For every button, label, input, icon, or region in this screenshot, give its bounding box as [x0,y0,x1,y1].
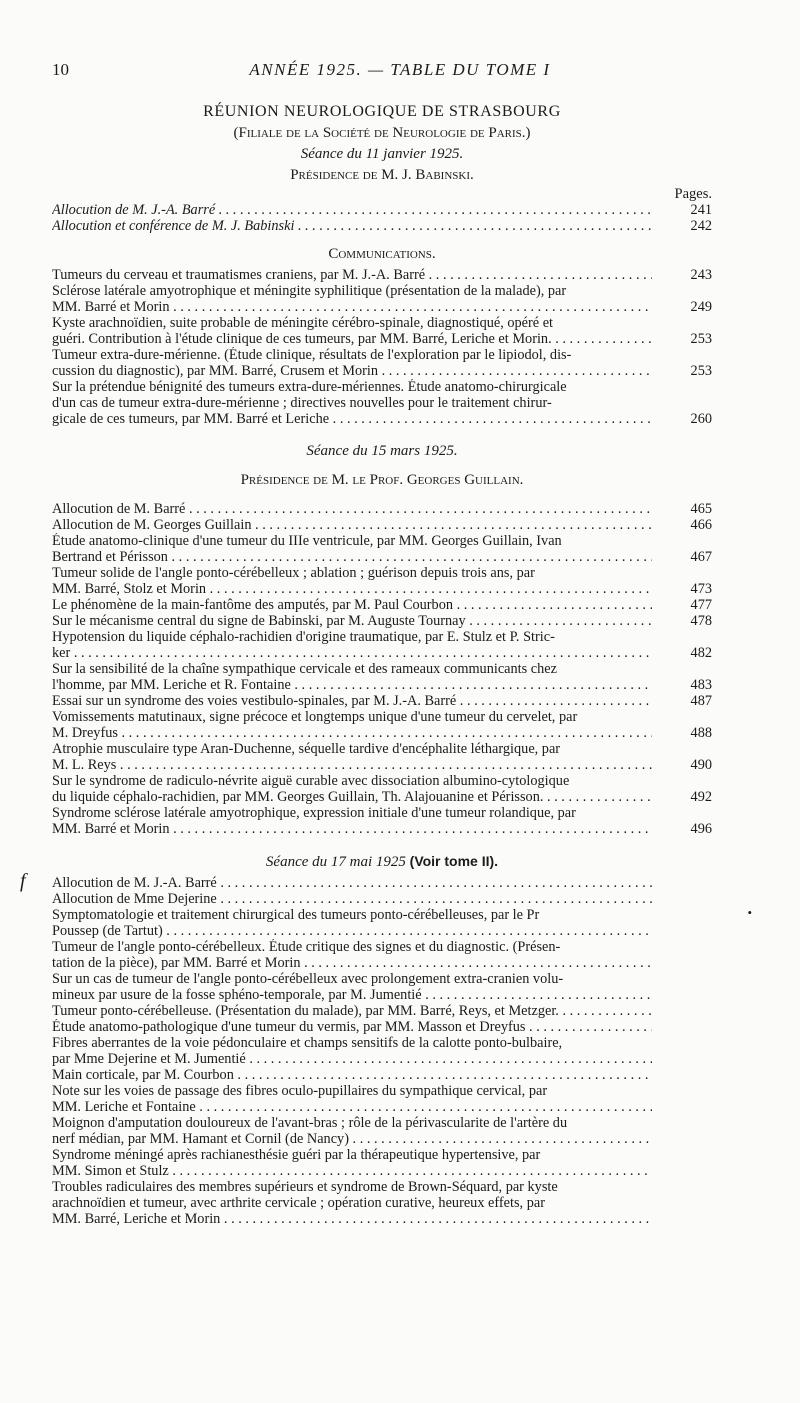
toc-entry-page: 260 [690,411,712,427]
toc-entry-text: Allocution de M. Barré . . . [52,501,652,517]
toc-entry-page: 496 [690,821,712,837]
toc-entry [52,891,712,907]
seance-2-entries [52,501,712,837]
seance-1-allocutions [52,202,712,234]
toc-entry-text: M. L. Reys . . . [52,757,652,773]
toc-entry-text: Sur la sensibilité de la chaîne sympathique cervicale et des rameaux communicants chez [52,661,557,677]
toc-entry-page: 241 [690,202,712,218]
meeting-subtitle: (Filiale de la Société de Neurologie de Paris.) [233,125,531,141]
toc-entry-page: 482 [690,645,712,661]
toc-entry-text: tation de la pièce), par MM. Barré et Morin . . . [52,955,652,971]
volume-note: (Voir tome II). [409,853,499,869]
running-title: ANNÉE 1925. — TABLE DU TOME I [249,60,551,79]
toc-entry [52,773,712,805]
toc-entry-text: du liquide céphalo-rachidien, par MM. Georges Guillain, Th. Alajouanine et Périsson. . . . [52,789,652,805]
toc-entry [52,1179,712,1227]
toc-entry-text: MM. Barré et Morin . . . [52,821,652,837]
toc-entry [52,517,712,533]
toc-entry-text: Note sur les voies de passage des fibres oculo-pupillaires du sympathique cervical, par [52,1083,548,1099]
toc-entry-text: ker . . . [52,645,652,661]
toc-entry-text: Hypotension du liquide céphalo-rachidien d'origine traumatique, par E. Stulz et P. Stric- [52,629,555,645]
communications-heading: Communications. [328,246,436,262]
toc-entry-text: l'homme, par MM. Leriche et R. Fontaine . . . [52,677,652,693]
toc-entry [52,565,712,597]
toc-entry-text: nerf médian, par MM. Hamant et Cornil (de Nancy) . . . [52,1131,652,1147]
toc-entry-text: Tumeur extra-dure-mérienne. (Étude clinique, résultats de l'exploration par le lipiodol, dis- [52,347,572,363]
toc-entry-page: 490 [690,757,712,773]
seance-1-presidence: Présidence de M. J. Babinski. [290,167,474,183]
toc-entry-text: Essai sur un syndrome des voies vestibulo-spinales, par M. J.-A. Barré . . . [52,693,652,709]
toc-entry-text: guéri. Contribution à l'étude clinique de ces tumeurs, par MM. Barré, Leriche et Morin. . . . [52,331,652,347]
toc-entry [52,875,712,891]
seance-1-date: Séance du 11 janvier 1925. [300,146,464,162]
toc-entry [52,1147,712,1179]
toc-entry-text: arachnoïdien et tumeur, avec arthrite cervicale ; opération curative, heureux effets, par [52,1195,545,1211]
toc-entry [52,202,712,218]
toc-entry-text: Étude anatomo-clinique d'une tumeur du IIIe ventricule, par MM. Georges Guillain, Ivan [52,533,562,549]
toc-entry-text: MM. Simon et Stulz . . . [52,1163,652,1179]
toc-entry-page: 492 [690,789,712,805]
toc-entry [52,501,712,517]
running-header [52,60,748,84]
toc-entry [52,533,712,565]
toc-entry-text: MM. Barré, Stolz et Morin . . . [52,581,652,597]
meeting-title: RÉUNION NEUROLOGIQUE DE STRASBOURG [203,103,561,120]
seance-3-entries [52,875,712,1227]
toc-entry-text: Tumeur ponto-cérébelleuse. (Présentation du malade), par MM. Barré, Reys, et Metzger. . . . [52,1003,652,1019]
toc-entry-text: Allocution de M. J.-A. Barré . . . [52,202,652,218]
handwritten-margin-mark: f [20,870,26,892]
toc-entry-text: Kyste arachnoïdien, suite probable de méningite cérébro-spinale, diagnostiqué, opéré et [52,315,554,331]
toc-entry-text: Étude anatomo-pathologique d'une tumeur du vermis, par MM. Masson et Dreyfus . . . [52,1019,652,1035]
pages-column-label: Pages. [674,186,712,202]
toc-entry [52,1067,712,1083]
toc-entry [52,1019,712,1035]
toc-entry-page: 465 [690,501,712,517]
toc-entry-page: 483 [690,677,712,693]
toc-entry-text: Syndrome sclérose latérale amyotrophique, expression initiale d'une tumeur rolandique, par [52,805,576,821]
toc-entry-text: Tumeur de l'angle ponto-cérébelleux. Étude critique des signes et du diagnostic. (Présen- [52,939,561,955]
toc-entry [52,939,712,971]
toc-entry-text: Main corticale, par M. Courbon . . . [52,1067,652,1083]
seance-3-date-text: Séance du 17 mai 1925 [265,854,406,870]
toc-entry [52,613,712,629]
toc-entry-page: 487 [690,693,712,709]
toc-entry [52,1003,712,1019]
toc-entry [52,315,712,347]
toc-entry-text: Sur un cas de tumeur de l'angle ponto-cérébelleux avec prolongement extra-cranien volu- [52,971,564,987]
toc-entry [52,1115,712,1147]
seance-1-communications [52,267,712,427]
toc-entry [52,597,712,613]
toc-entry [52,693,712,709]
toc-entry-text: Troubles radiculaires des membres supérieurs et syndrome de Brown-Séquard, par kyste [52,1179,558,1195]
toc-entry-text: Sur la prétendue bénignité des tumeurs extra-dure-mériennes. Étude anatomo-chirurgicale [52,379,567,395]
toc-entry-text: gicale de ces tumeurs, par MM. Barré et Leriche . . . [52,411,652,427]
toc-entry-text: Allocution de M. J.-A. Barré . . . [52,875,652,891]
toc-entry-text: mineux par usure de la fosse sphéno-temporale, par M. Jumentié . . . [52,987,652,1003]
toc-entry-text: Fibres aberrantes de la voie pédonculaire et champs sensitifs de la calotte ponto-bulbaire, [52,1035,563,1051]
toc-entry-page: 488 [690,725,712,741]
toc-entry [52,379,712,427]
toc-entry [52,661,712,693]
toc-entry [52,218,712,234]
toc-entry-page: 466 [690,517,712,533]
toc-entry [52,1083,712,1115]
toc-entry-page: 242 [690,218,712,234]
toc-entry [52,267,712,283]
toc-entry-text: par Mme Dejerine et M. Jumentié . . . [52,1051,652,1067]
toc-entry-text: Allocution de M. Georges Guillain . . . [52,517,652,533]
toc-entry-text: Poussep (de Tartut) . . . [52,923,652,939]
toc-entry [52,283,712,315]
toc-entry-text: d'un cas de tumeur extra-dure-mérienne ; directives nouvelles pour le traitement chirur- [52,395,552,411]
toc-entry-text: Sclérose latérale amyotrophique et méningite syphilitique (présentation de la malade), par [52,283,567,299]
toc-entry-text: Le phénomène de la main-fantôme des amputés, par M. Paul Courbon . . . [52,597,652,613]
toc-entry-text: Sur le mécanisme central du signe de Babinski, par M. Auguste Tournay . . . [52,613,652,629]
seance-2-date: Séance du 15 mars 1925. [306,443,458,459]
toc-entry-text: Symptomatologie et traitement chirurgical des tumeurs ponto-cérébelleuses, par le Pr [52,907,540,923]
toc-entry-text: Tumeur solide de l'angle ponto-cérébelleux ; ablation ; guérison depuis trois ans, par [52,565,535,581]
toc-entry [52,741,712,773]
toc-entry-text: M. Dreyfus . . . [52,725,652,741]
seance-2-presidence: Présidence de M. le Prof. Georges Guillain. [240,472,524,488]
toc-entry-text: Allocution et conférence de M. J. Babinski . . . [52,218,652,234]
toc-entry-page: 467 [690,549,712,565]
toc-entry-text: MM. Barré et Morin . . . [52,299,652,315]
toc-entry [52,1035,712,1067]
toc-entry-text: Atrophie musculaire type Aran-Duchenne, séquelle tardive d'encéphalite léthargique, par [52,741,561,757]
seance-3-date [52,853,712,870]
toc-entry-page: 478 [690,613,712,629]
table-of-contents [20,103,752,1227]
toc-entry-text: Allocution de Mme Dejerine . . . [52,891,652,907]
toc-entry [52,709,712,741]
toc-entry-page: 253 [690,363,712,379]
toc-entry [52,347,712,379]
page-number: 10 [52,60,69,79]
toc-entry-page: 249 [690,299,712,315]
margin-dot-mark: • [747,905,752,920]
toc-entry-text: Bertrand et Périsson . . . [52,549,652,565]
toc-entry-text: Sur le syndrome de radiculo-névrite aiguë curable avec dissociation albumino-cytologique [52,773,570,789]
toc-entry [52,805,712,837]
toc-entry-page: 477 [690,597,712,613]
toc-entry-text: Syndrome méningé après rachianesthésie guéri par la thérapeutique hypertensive, par [52,1147,541,1163]
toc-entry-text: Vomissements matutinaux, signe précoce et longtemps unique d'une tumeur du cervelet, par [52,709,578,725]
toc-entry-page: 473 [690,581,712,597]
toc-entry-text: MM. Barré, Leriche et Morin . . . [52,1211,652,1227]
toc-entry [52,971,712,1003]
toc-entry [52,907,712,939]
toc-entry-page: 253 [690,331,712,347]
toc-entry-text: cussion du diagnostic), par MM. Barré, Crusem et Morin . . . [52,363,652,379]
toc-entry-text: Tumeurs du cerveau et traumatismes craniens, par M. J.-A. Barré . . . [52,267,652,283]
toc-entry-page: 243 [690,267,712,283]
toc-entry-text: MM. Leriche et Fontaine . . . [52,1099,652,1115]
toc-entry [52,629,712,661]
toc-entry-text: Moignon d'amputation douloureux de l'avant-bras ; rôle de la périvascularite de l'artère du [52,1115,568,1131]
